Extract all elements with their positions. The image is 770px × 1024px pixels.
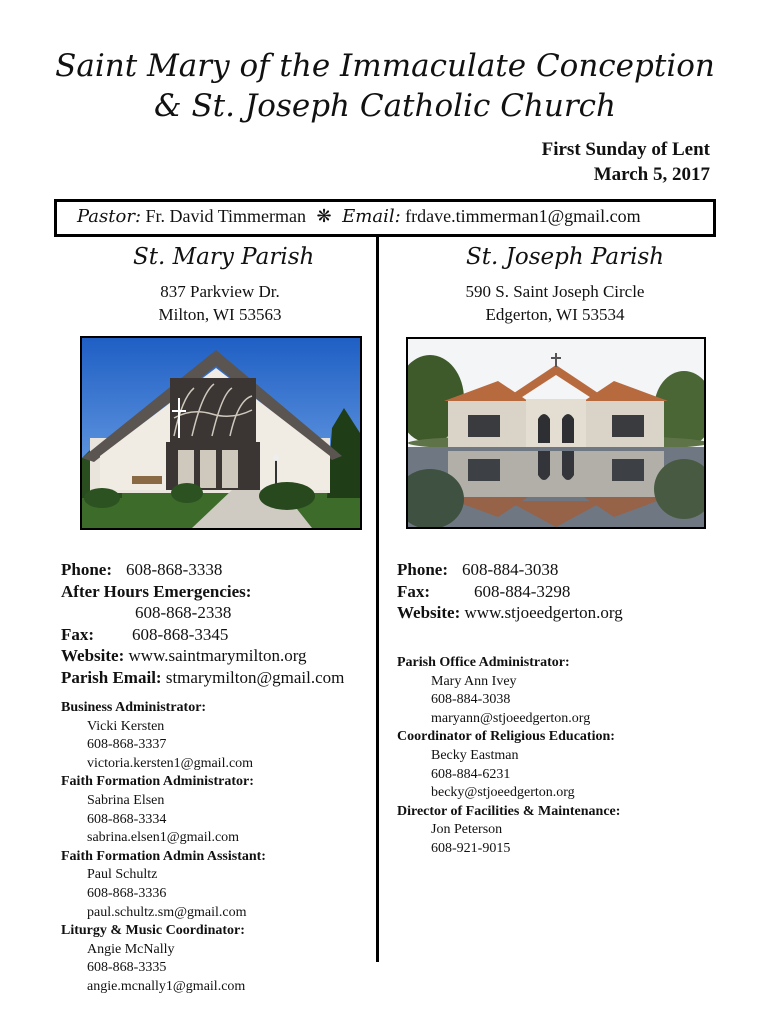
staff-role: Director of Facilities & Maintenance:: [397, 803, 621, 819]
staff-email[interactable]: victoria.kersten1@gmail.com: [87, 755, 254, 771]
staff-phone[interactable]: 608-868-3335: [87, 960, 167, 976]
staff-entry: [397, 728, 620, 802]
staff-phone[interactable]: 608-921-9015: [431, 840, 511, 856]
staff-email[interactable]: paul.schultz.sm@gmail.com: [87, 904, 247, 920]
staff-phone[interactable]: 608-868-3337: [87, 737, 167, 753]
staff-email[interactable]: maryann@stjoeedgerton.org: [431, 710, 591, 726]
st-mary-staff: [61, 699, 266, 997]
staff-name: Jon Peterson: [431, 822, 503, 838]
staff-name: Vicki Kersten: [87, 718, 165, 734]
bulletin-date: March 5, 2017: [593, 164, 710, 185]
staff-phone[interactable]: 608-868-3336: [87, 885, 167, 901]
staff-name: Mary Ann Ivey: [431, 673, 517, 689]
st-mary-address-line2: Milton, WI 53563: [158, 305, 282, 324]
staff-name: Sabrina Elsen: [87, 792, 165, 808]
staff-role: Faith Formation Administrator:: [61, 774, 254, 790]
staff-entry: [397, 803, 620, 859]
st-joseph-website[interactable]: www.stjoeedgerton.org: [464, 603, 623, 622]
st-joseph-name: St. Joseph Parish: [466, 244, 665, 270]
staff-role: Business Administrator:: [61, 700, 207, 715]
staff-entry: [397, 654, 620, 728]
st-joseph-staff: [397, 654, 620, 859]
column-divider: [376, 236, 379, 962]
staff-email[interactable]: becky@stjoeedgerton.org: [431, 785, 575, 801]
pastor-bar: [54, 199, 716, 237]
staff-entry: [61, 773, 266, 847]
st-joseph-website-row: [397, 602, 623, 624]
st-mary-after-hours-row: [61, 581, 344, 603]
staff-name: Becky Eastman: [431, 747, 519, 763]
st-mary-address-line1: 837 Parkview Dr.: [160, 282, 280, 301]
staff-entry: [61, 922, 266, 996]
staff-role: Coordinator of Religious Education:: [397, 729, 615, 745]
st-mary-after-hours-label: After Hours Emergencies:: [61, 581, 252, 601]
st-joseph-website-label: Website:: [397, 603, 461, 622]
staff-phone[interactable]: 608-884-6231: [431, 766, 511, 782]
st-mary-address: [100, 280, 340, 326]
staff-phone[interactable]: 608-868-3334: [87, 811, 167, 827]
st-mary-website-row: [61, 645, 344, 667]
st-mary-website-label: Website:: [61, 646, 125, 665]
staff-role: Faith Formation Admin Assistant:: [61, 848, 266, 864]
st-mary-phone[interactable]: 608-868-3338: [126, 560, 223, 579]
pastor-label: Pastor:: [77, 206, 142, 227]
title-line-1: Saint Mary of the Immaculate Conception: [55, 48, 715, 84]
st-mary-email-label: Parish Email:: [61, 667, 162, 687]
st-mary-fax: 608-868-3345: [132, 624, 229, 644]
staff-role: Parish Office Administrator:: [397, 655, 570, 670]
st-mary-phone-row: [61, 559, 344, 581]
st-joseph-fax-row: [397, 581, 623, 603]
staff-entry: [61, 699, 266, 773]
st-mary-fax-row: [61, 624, 344, 646]
st-joseph-address-line1: 590 S. Saint Joseph Circle: [465, 282, 645, 301]
staff-name: Paul Schultz: [87, 867, 158, 883]
st-joseph-phone-row: [397, 559, 623, 581]
staff-name: Angie McNally: [87, 941, 175, 957]
staff-email[interactable]: angie.mcnally1@gmail.com: [87, 978, 246, 994]
st-mary-email-row: [61, 667, 344, 689]
separator-icon: ❋: [316, 206, 332, 226]
st-mary-website[interactable]: www.saintmarymilton.org: [128, 646, 307, 665]
st-mary-contact: [61, 559, 344, 688]
st-mary-email[interactable]: stmarymilton@gmail.com: [165, 667, 345, 687]
title-line-2: & St. Joseph Catholic Church: [154, 88, 616, 124]
staff-role: Liturgy & Music Coordinator:: [61, 923, 245, 939]
st-mary-fax-label: Fax:: [61, 624, 95, 644]
st-joseph-church-photo: [406, 337, 706, 529]
st-joseph-fax: 608-884-3298: [474, 581, 571, 601]
st-joseph-address-line2: Edgerton, WI 53534: [485, 305, 625, 324]
staff-phone[interactable]: 608-884-3038: [431, 692, 511, 708]
st-joseph-address: [425, 280, 685, 326]
st-mary-name: St. Mary Parish: [133, 244, 315, 270]
st-joseph-contact: [397, 559, 623, 624]
staff-entry: [61, 848, 266, 922]
st-mary-after-hours-phone[interactable]: 608-868-2338: [135, 603, 232, 622]
st-joseph-fax-label: Fax:: [397, 581, 431, 601]
st-mary-phone-label: Phone:: [61, 560, 112, 579]
email-label: Email:: [342, 206, 401, 227]
st-joseph-phone-label: Phone:: [397, 560, 448, 579]
pastor-email[interactable]: frdave.timmerman1@gmail.com: [405, 206, 641, 226]
st-joseph-phone[interactable]: 608-884-3038: [462, 560, 559, 579]
pastor-name: Fr. David Timmerman: [145, 206, 307, 226]
staff-email[interactable]: sabrina.elsen1@gmail.com: [87, 830, 240, 846]
st-mary-church-photo: [80, 336, 362, 530]
occasion: First Sunday of Lent: [541, 139, 710, 160]
